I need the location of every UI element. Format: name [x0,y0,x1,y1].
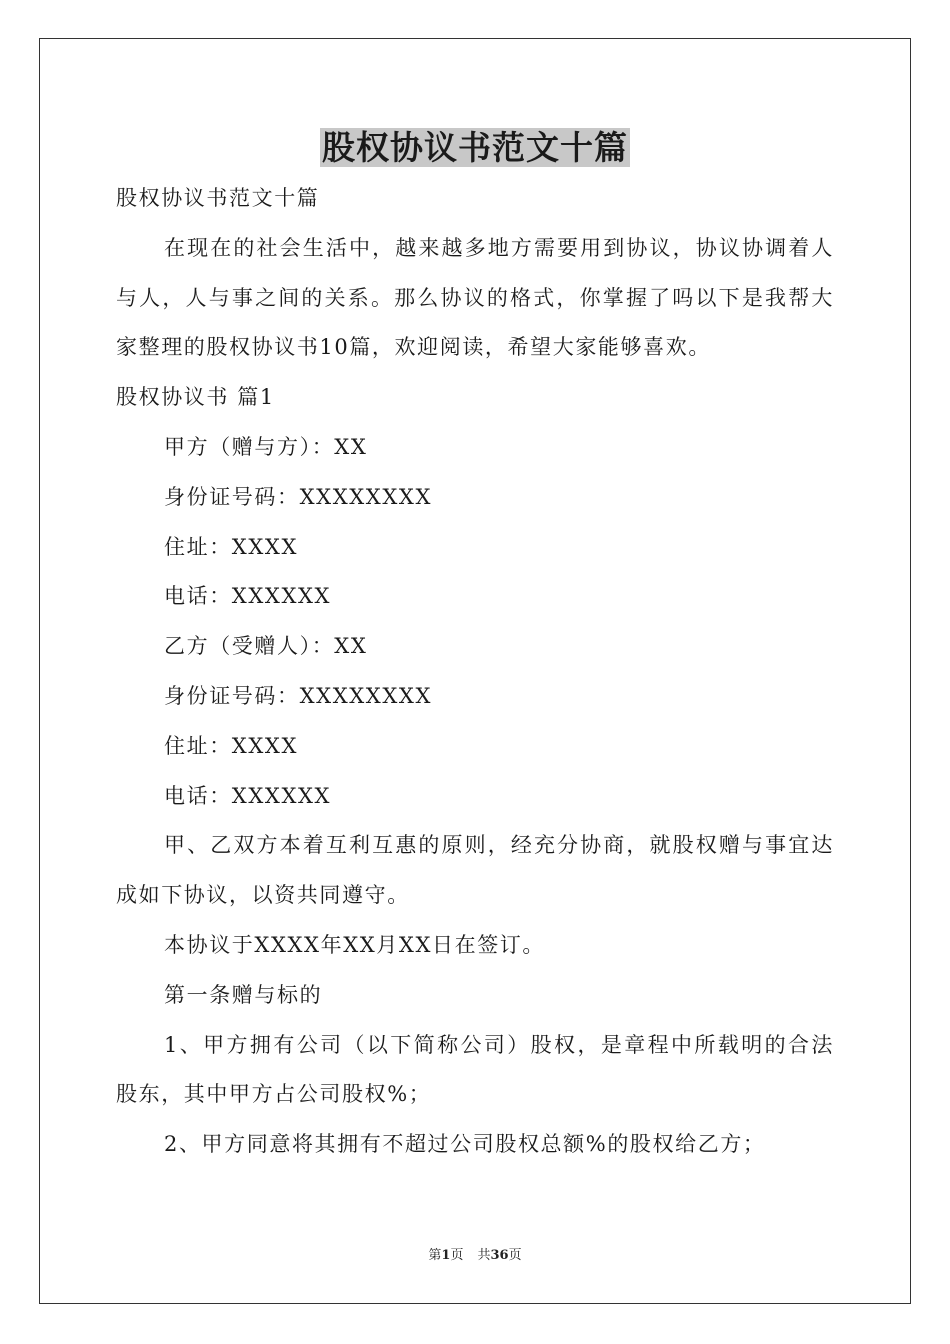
paragraph: 电话：XXXXXX [164,584,332,609]
paragraph: 甲、乙双方本着互利互惠的原则，经充分协商，就股权赠与事宜达成如下协议，以资共同遵守。 [116,833,834,908]
page-suffix: 页 [450,1248,464,1263]
page-prefix: 第 [428,1248,442,1263]
paragraph: 股权协议书范文十篇 [116,186,320,210]
paragraph: 2、甲方同意将其拥有不超过公司股权总额%的股权给乙方； [164,1132,766,1157]
paragraph: 住址：XXXX [164,733,299,758]
paragraph: 身份证号码：XXXXXXXX [164,484,433,509]
total-prefix: 共 [477,1248,491,1263]
page-number: 1 [441,1248,451,1263]
total-suffix: 页 [508,1248,522,1263]
paragraph: 电话：XXXXXX [164,783,332,808]
paragraph: 在现在的社会生活中，越来越多地方需要用到协议，协议协调着人与人，人与事之间的关系。那么协议的格式，你掌握了吗以下是我帮大家整理的股权协议书10篇，欢迎阅读，希望大家能够喜欢。 [116,235,834,360]
paragraph: 住址：XXXX [164,534,299,559]
paragraph: 1、甲方拥有公司（以下简称公司）股权，是章程中所载明的合法股东，其中甲方占公司股权%； [116,1032,834,1107]
total-pages: 36 [490,1248,509,1263]
paragraph: 甲方（赠与方）：XX [164,434,368,459]
paragraph: 第一条赠与标的 [164,982,323,1007]
document-body [116,174,834,1170]
paragraph: 乙方（受赠人）：XX [164,634,368,659]
paragraph: 身份证号码：XXXXXXXX [164,683,433,708]
paragraph: 本协议于XXXX年XX月XX日在签订。 [164,932,546,957]
page-footer [0,1246,950,1266]
document-title-text: 股权协议书范文十篇 [322,128,628,167]
document-title [0,126,950,170]
section-heading: 股权协议书 篇1 [116,385,275,410]
